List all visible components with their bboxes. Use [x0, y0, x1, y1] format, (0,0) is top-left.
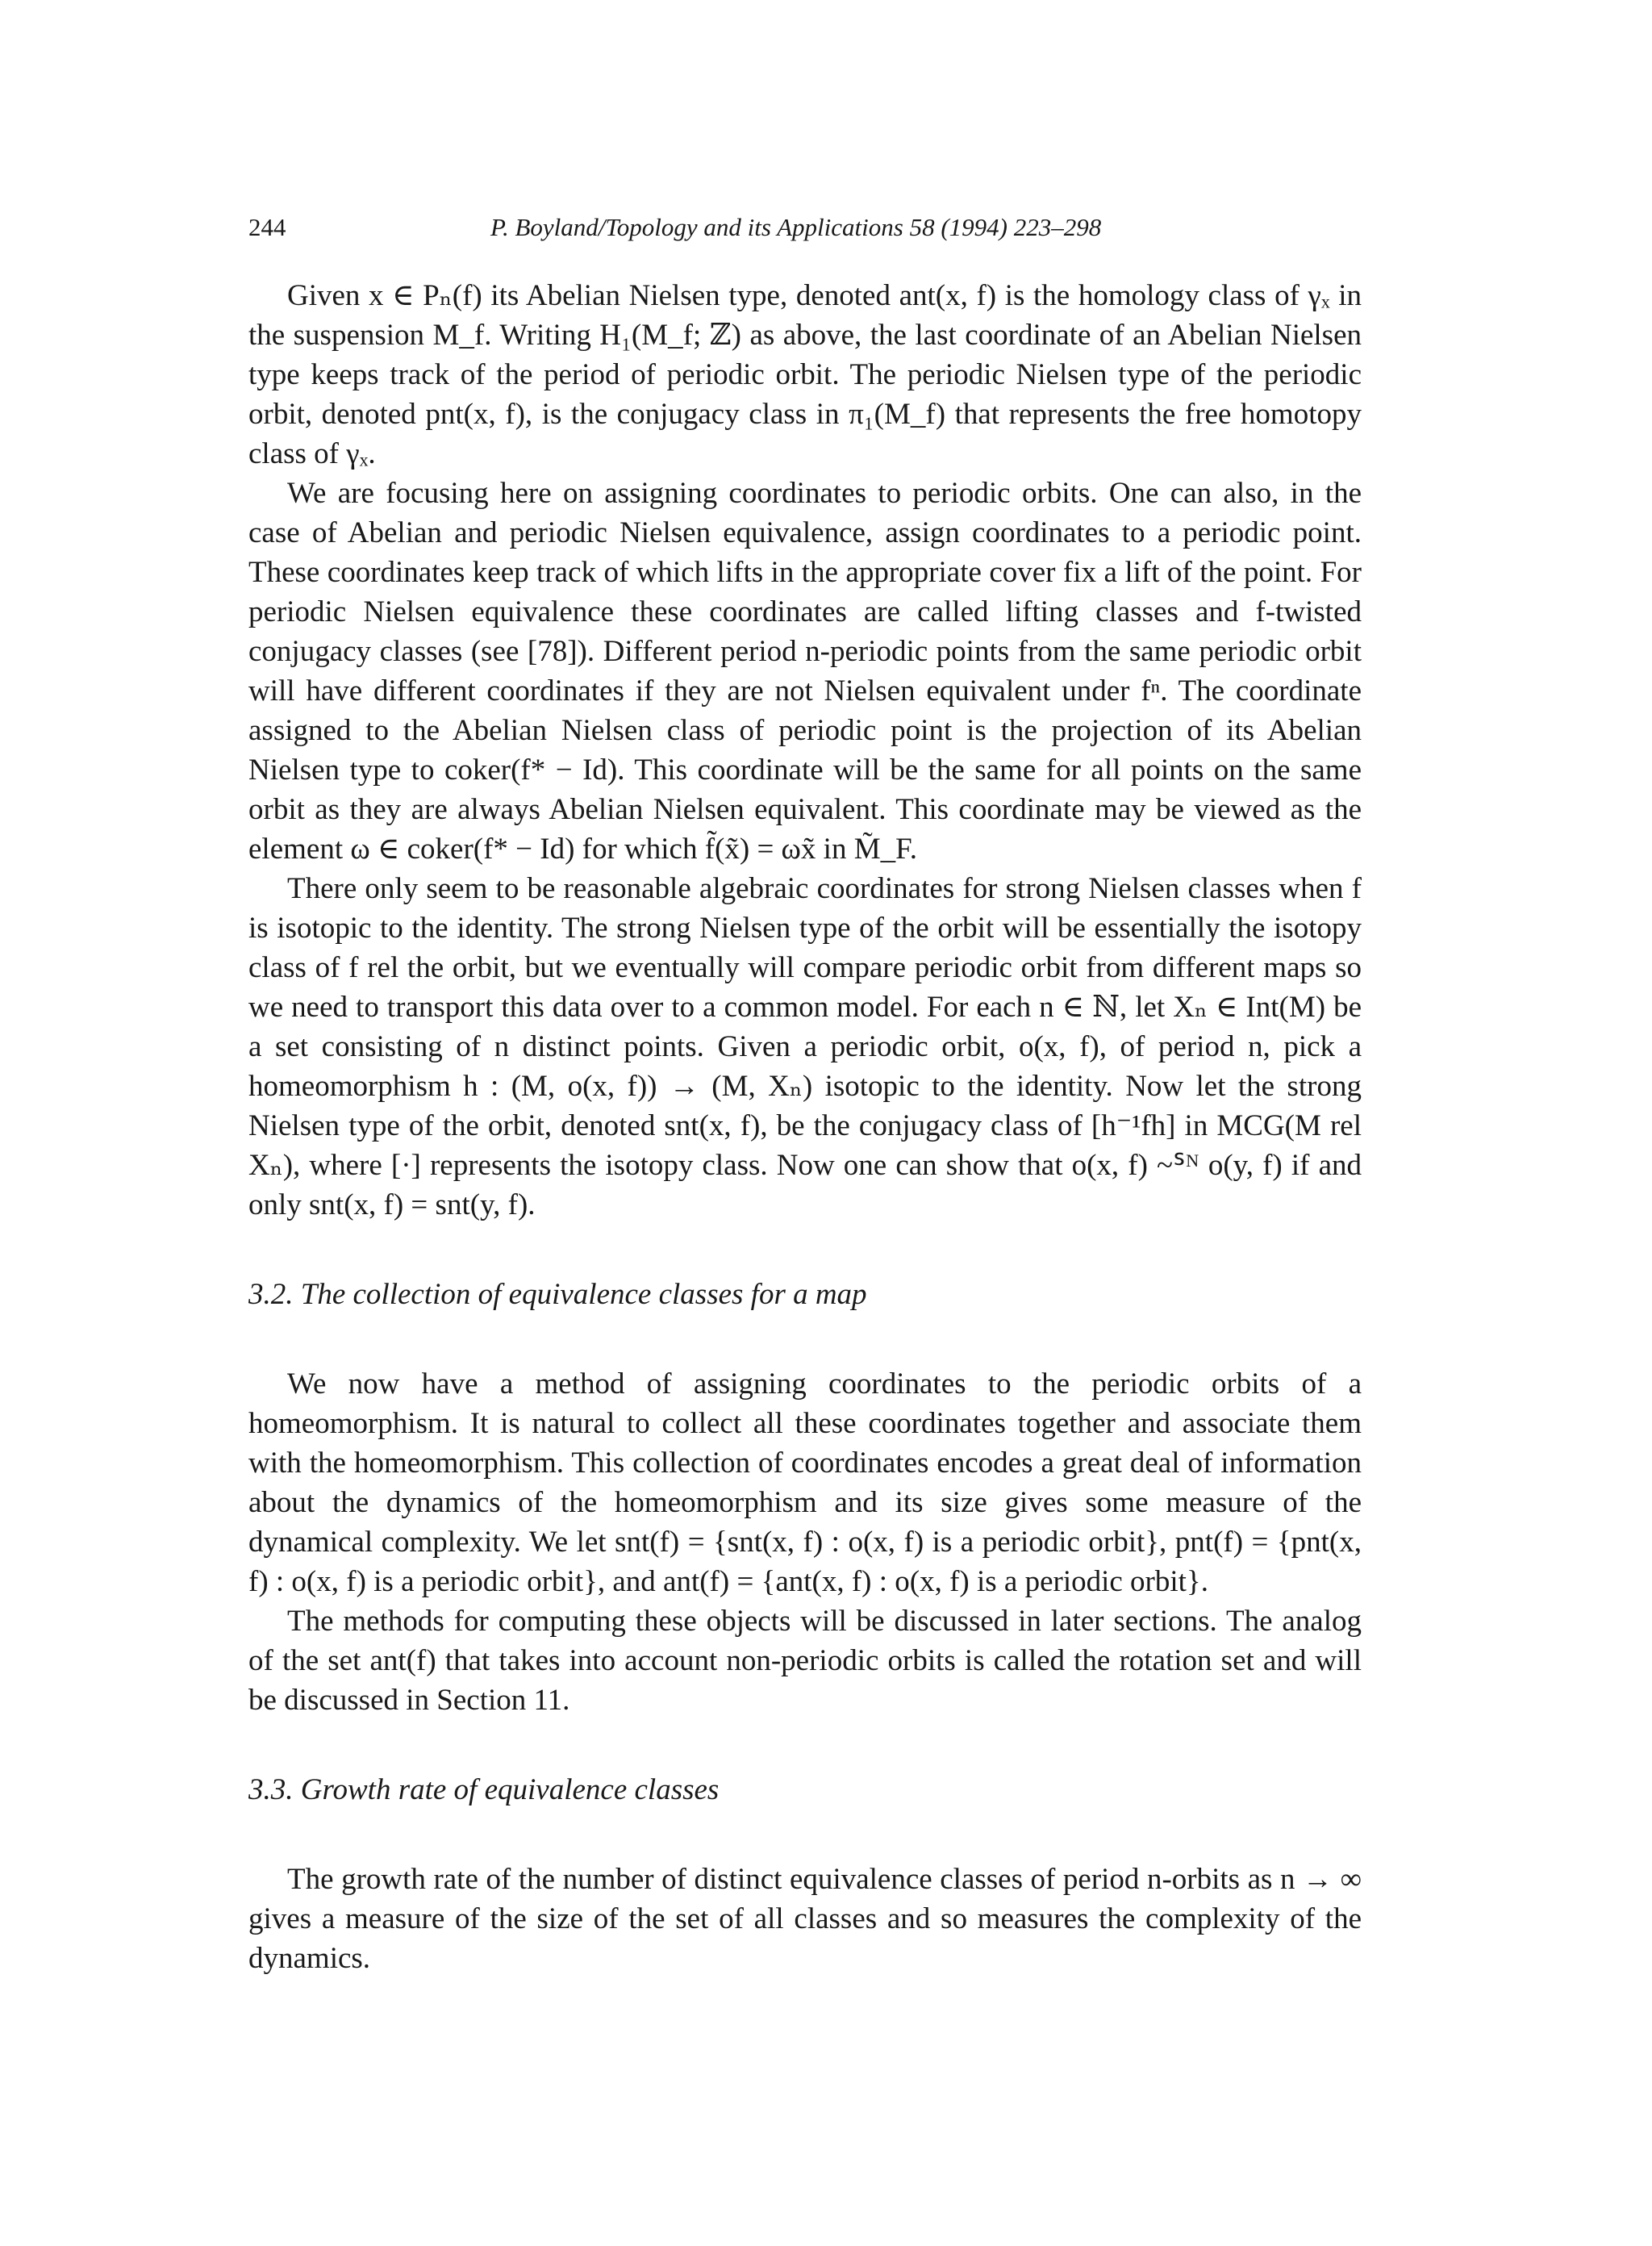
section-3-3-title: 3.3. Growth rate of equivalence classes [248, 1773, 720, 1806]
running-title: P. Boyland/Topology and its Applications 58 (1994) 223–298 [490, 213, 1102, 241]
paragraph-strong-nielsen: There only seem to be reasonable algebraic coordinates for strong Nielsen classes when f is isotopic to the identity. The strong Nielsen type of the orbit will be essentially the isotopy class of f rel the orbit, but we eventually will compare periodic orbit from different maps so we need to transport this data over to a common model. For each n ∈ ℕ, let Xₙ ∈ Int(M) be a set consisting of n distinct points. Given a periodic orbit, o(x, f), of period n, pick a homeomorphism h : (M, o(x, f)) → (M, Xₙ) isotopic to the identity. Now let the strong Nielsen type of the orbit, denoted snt(x, f), be the conjugacy class of [h⁻¹fh] in MCG(M rel Xₙ), where [·] represents the isotopy class. Now one can show that o(x, f) ~ᔆᴺ o(y, f) if and only snt(x, f) = snt(y, f). [248, 872, 1362, 1221]
paragraph-collection: We now have a method of assigning coordinates to the periodic orbits of a homeomorphism. It is natural to collect all these coordinates together and associate them with the homeomorphism. This collection of coordinates encodes a great deal of information about the dynamics of the homeomorphism and its size gives some measure of the dynamical complexity. We let snt(f) = {snt(x, f) : o(x, f) is a periodic orbit}, pnt(f) = {pnt(x, f) : o(x, f) is a periodic orbit}, and ant(f) = {ant(x, f) : o(x, f) is a periodic orbit}. [248, 1367, 1362, 1598]
paragraph-coordinates: We are focusing here on assigning coordinates to periodic orbits. One can also, in the case of Abelian and periodic Nielsen equivalence, assign coordinates to a periodic point. These coordinates keep track of which lifts in the appropriate cover fix a lift of the point. For periodic Nielsen equivalence these coordinates are called lifting classes and f-twisted conjugacy classes (see [78]). Different period n-periodic points from the same periodic orbit will have different coordinates if they are not Nielsen equivalent under fⁿ. The coordinate assigned to the Abelian Nielsen class of periodic point is the projection of its Abelian Nielsen type to coker(f* − Id). This coordinate will be the same for all points on the same orbit as they are always Abelian Nielsen equivalent. This coordinate may be viewed as the element ω ∈ coker(f* − Id) for which f̃(x̃) = ωx̃ in M̃_F. [248, 477, 1362, 866]
document-page [248, 208, 1362, 1978]
page-body [248, 276, 1362, 1978]
page-header [248, 208, 1362, 247]
page-number: 244 [248, 213, 286, 241]
paragraph-abelian-nielsen-type: Given x ∈ Pₙ(f) its Abelian Nielsen type, denoted ant(x, f) is the homology class of γₓ in the suspension M_f. Writing H₁(M_f; ℤ) as above, the last coordinate of an Abelian Nielsen type keeps track of the period of periodic orbit. The periodic Nielsen type of the periodic orbit, denoted pnt(x, f), is the conjugacy class in π₁(M_f) that represents the free homotopy class of γₓ. [248, 279, 1362, 470]
section-3-2-title: 3.2. The collection of equivalence classes for a map [248, 1278, 867, 1311]
paragraph-growth-rate: The growth rate of the number of distinct equivalence classes of period n-orbits as n → ∞ gives a measure of the size of the set of all classes and so measures the complexity of the dynamics. [248, 1863, 1362, 1975]
paragraph-methods: The methods for computing these objects will be discussed in later sections. The analog of the set ant(f) that takes into account non-periodic orbits is called the rotation set and will be discussed in Section 11. [248, 1605, 1362, 1717]
